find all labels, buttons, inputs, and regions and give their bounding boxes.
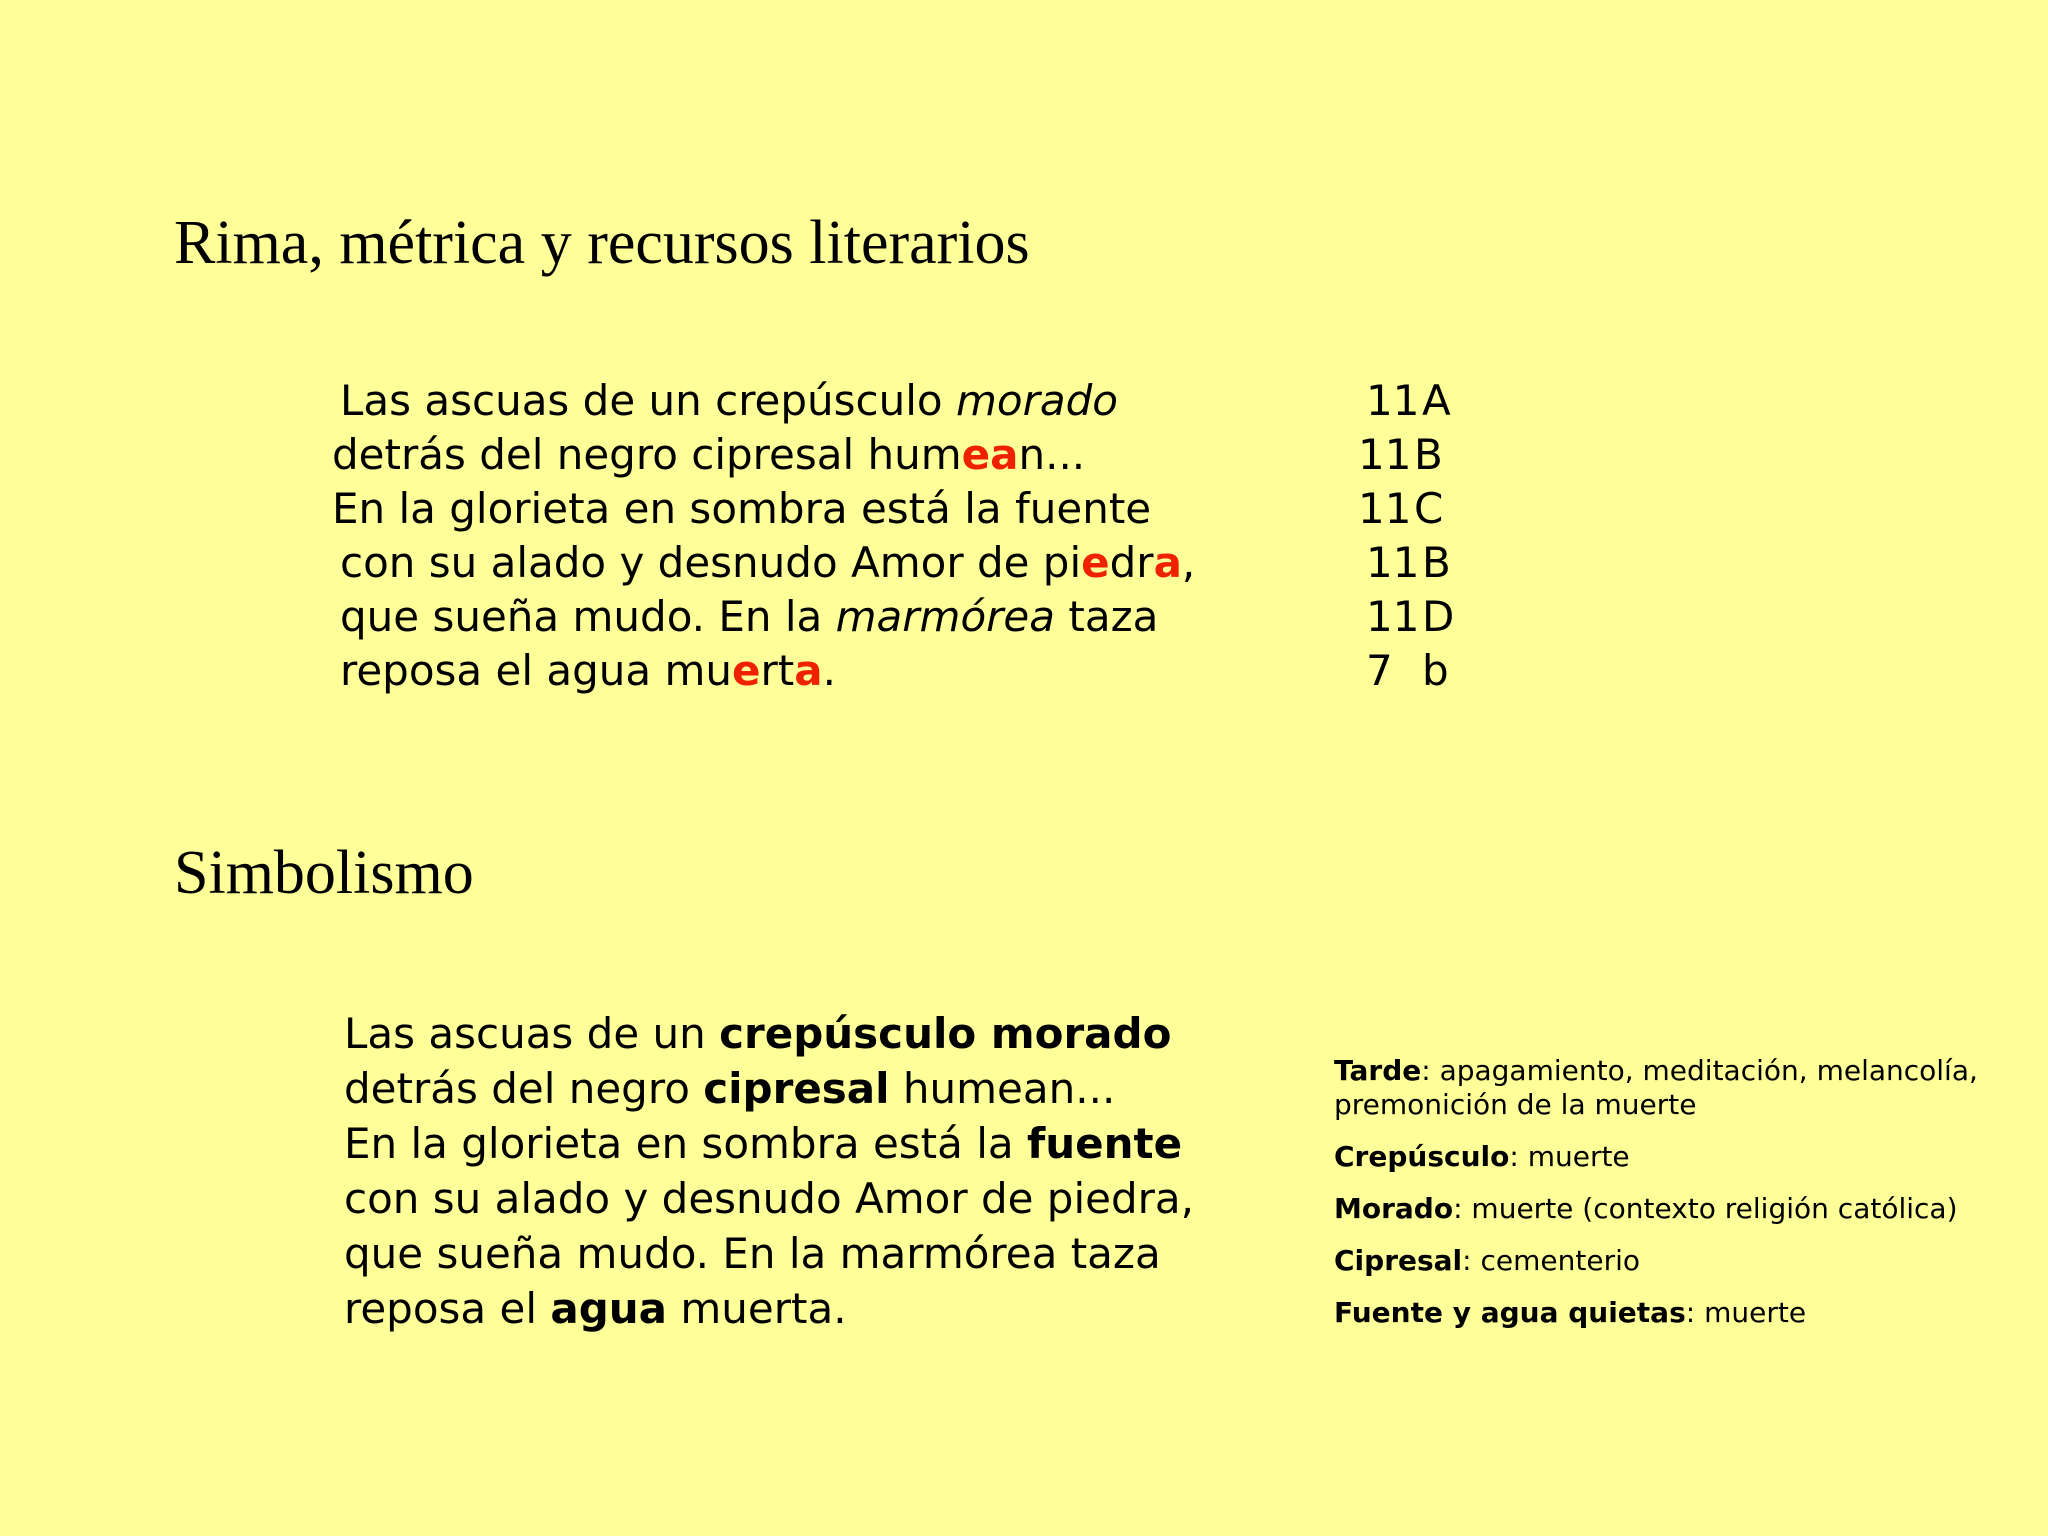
syllable-count: 11 (1366, 376, 1420, 425)
syllable-count: 7 (1366, 646, 1393, 695)
symbol-word: agua (550, 1284, 668, 1333)
verse-text: humean... (889, 1064, 1116, 1113)
symbolism-poem (344, 1006, 1194, 1336)
symbol-entry (1334, 1244, 2014, 1278)
section-title-simbolismo: Simbolismo (174, 839, 474, 907)
symbol-meaning: : cementerio (1462, 1244, 1640, 1277)
verse-text: En la glorieta en sombra está la (344, 1119, 1027, 1168)
symbol-entry (1334, 1296, 2014, 1330)
rhyme-vowel: ea (961, 430, 1019, 479)
section-title-rima: Rima, métrica y recursos literarios (174, 209, 1030, 277)
verse-text: . (822, 646, 836, 695)
verse-text: n... (1018, 430, 1086, 479)
syllable-count: 11 (1366, 592, 1420, 641)
symbol-entry (1334, 1192, 2014, 1226)
verse-line (332, 482, 1151, 536)
meter-row (1366, 590, 1454, 644)
meter-row (1358, 482, 1443, 536)
symbol-term: Crepúsculo (1334, 1140, 1510, 1173)
verse-text: taza (1055, 592, 1159, 641)
verse-text: Las ascuas de un crepúsculo (340, 376, 956, 425)
symbol-verse-line (344, 1171, 1194, 1226)
rhyme-letter: B (1414, 430, 1443, 479)
verse-text: dr (1109, 538, 1154, 587)
verse-text: muerta. (667, 1284, 847, 1333)
verse-line (340, 374, 1118, 428)
rhyme-letter: C (1414, 484, 1444, 533)
meter-row (1358, 428, 1443, 482)
symbol-meaning: : muerte (1685, 1296, 1807, 1329)
meter-row (1366, 374, 1451, 428)
meter-row (1366, 644, 1449, 698)
rhyme-letter: A (1422, 376, 1451, 425)
rhyme-letter: b (1422, 646, 1449, 695)
verse-text: Las ascuas de un (344, 1009, 720, 1058)
symbol-term: Fuente y agua quietas (1334, 1296, 1686, 1329)
symbol-term: Tarde (1334, 1054, 1422, 1087)
verse-line (340, 590, 1158, 644)
symbol-term: Cipresal (1334, 1244, 1463, 1277)
rhyme-vowel: a (1153, 538, 1182, 587)
symbol-meaning: : muerte (contexto religión católica) (1453, 1192, 1958, 1225)
syllable-count: 11 (1358, 484, 1412, 533)
syllable-count: 11 (1366, 538, 1420, 587)
verse-text: que sueña mudo. En la (340, 592, 836, 641)
verse-text: reposa el agua mu (340, 646, 733, 695)
symbol-term: Morado (1334, 1192, 1454, 1225)
verse-text: reposa el (344, 1284, 551, 1333)
symbol-list (1334, 1054, 2014, 1348)
rhyme-vowel: e (1081, 538, 1110, 587)
italic-word: marmórea (835, 592, 1056, 641)
symbol-word: fuente (1026, 1119, 1183, 1168)
verse-text: detrás del negro cipresal hum (332, 430, 962, 479)
symbol-meaning: : muerte (1509, 1140, 1630, 1173)
verse-line (340, 536, 1195, 590)
verse-line (340, 644, 836, 698)
verse-text: detrás del negro (344, 1064, 704, 1113)
verse-text: , (1181, 538, 1196, 587)
verse-line (332, 428, 1085, 482)
symbol-word: cipresal (703, 1064, 890, 1113)
symbol-meaning: : apagamiento, meditación, melancolía, premonición de la muerte (1334, 1054, 1978, 1121)
verse-text: con su alado y desnudo Amor de piedra, (344, 1174, 1194, 1223)
meter-row (1366, 536, 1451, 590)
symbol-verse-line (344, 1281, 1194, 1336)
verse-text: que sueña mudo. En la marmórea taza (344, 1229, 1161, 1278)
symbol-entry (1334, 1054, 2014, 1122)
symbol-verse-line (344, 1116, 1194, 1171)
symbol-verse-line (344, 1006, 1194, 1061)
symbol-entry (1334, 1140, 2014, 1174)
verse-text: En la glorieta en sombra está la fuente (332, 484, 1152, 533)
symbol-verse-line (344, 1061, 1194, 1116)
rhyme-vowel: a (794, 646, 823, 695)
symbol-word: crepúsculo morado (719, 1009, 1172, 1058)
rhyme-vowel: e (732, 646, 761, 695)
verse-text: rt (760, 646, 795, 695)
italic-word: morado (955, 376, 1118, 425)
rhyme-letter: D (1422, 592, 1455, 641)
verse-text: con su alado y desnudo Amor de pi (340, 538, 1082, 587)
symbol-verse-line (344, 1226, 1194, 1281)
syllable-count: 11 (1358, 430, 1412, 479)
rhyme-letter: B (1422, 538, 1451, 587)
